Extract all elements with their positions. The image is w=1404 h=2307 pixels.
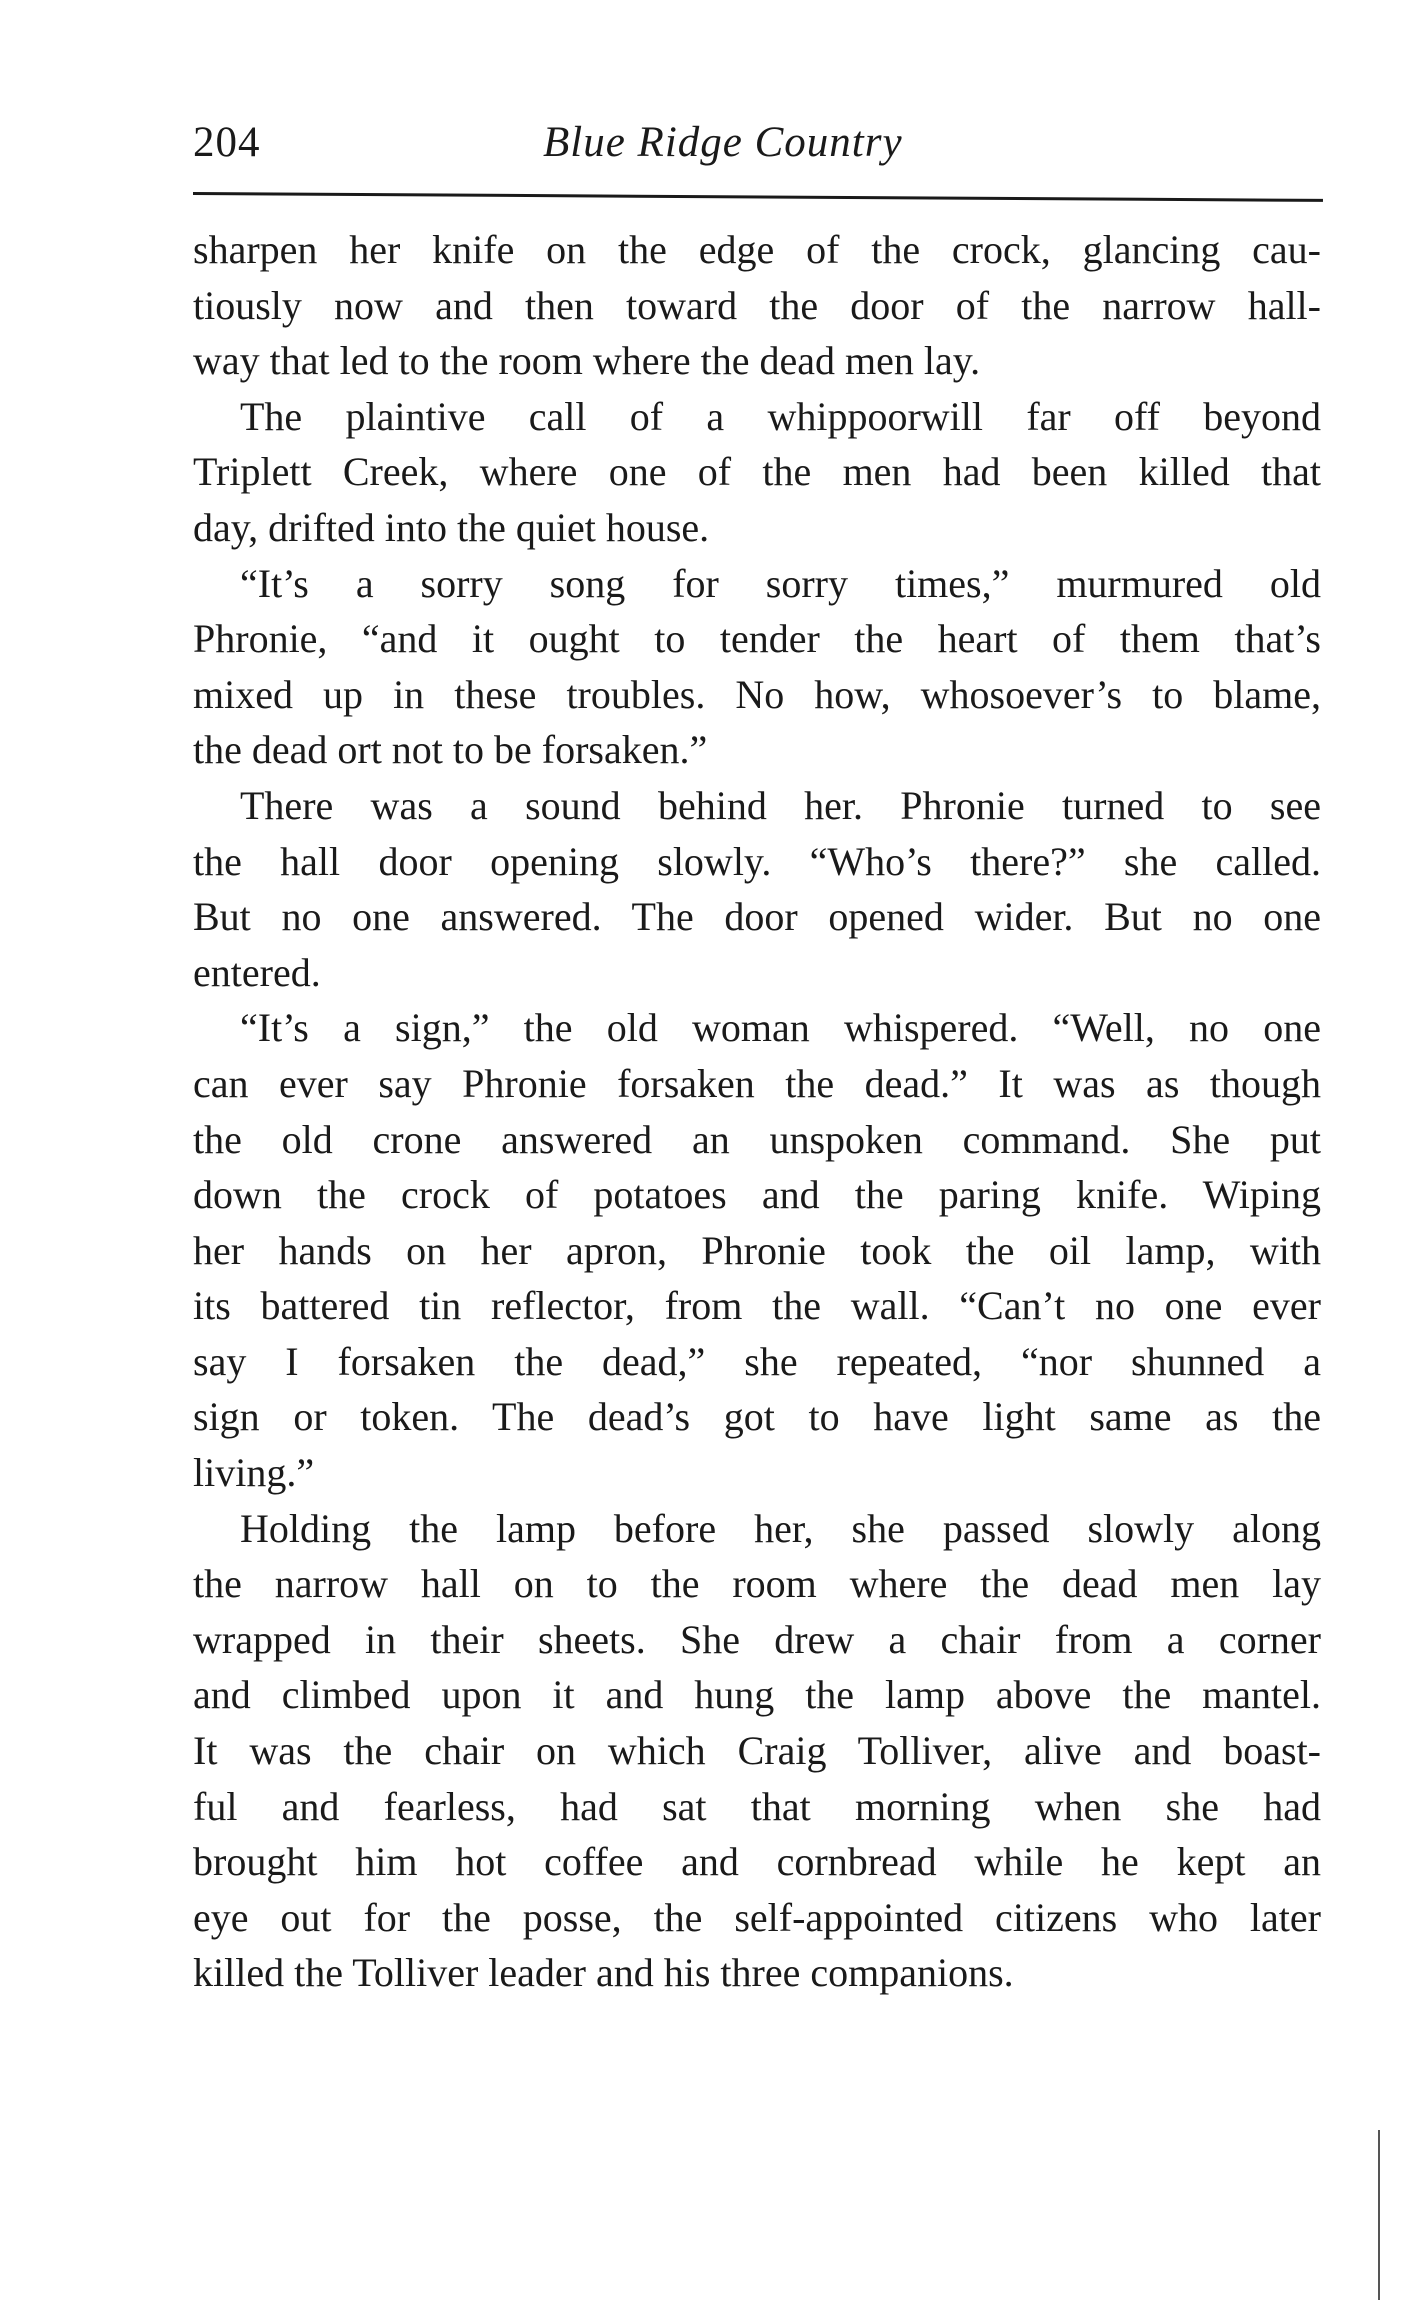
text-line: her hands on her apron, Phronie took the oil lamp, with	[193, 1227, 1321, 1273]
text-line: sign or token. The dead’s got to have light same as the	[193, 1394, 1321, 1440]
text-line: There was a sound behind her. Phronie turned to see	[240, 782, 1321, 828]
text-line: the hall door opening slowly. “Who’s there?” she called.	[193, 838, 1321, 884]
text-line: the old crone answered an unspoken command. She put	[193, 1116, 1321, 1162]
body-text	[193, 222, 1321, 2001]
text-line: ful and fearless, had sat that morning when she had	[193, 1783, 1321, 1829]
text-line: down the crock of potatoes and the paring knife. Wiping	[193, 1172, 1321, 1218]
scan-margin-mark	[1378, 2130, 1380, 2300]
text-line: wrapped in their sheets. She drew a chair from a corner	[193, 1616, 1321, 1662]
running-title: Blue Ridge Country	[543, 119, 903, 166]
text-line: can ever say Phronie forsaken the dead.” It was as though	[193, 1060, 1321, 1106]
page-number: 204	[193, 119, 261, 166]
text-line: It was the chair on which Craig Tolliver, alive and boast-	[193, 1728, 1321, 1774]
header-rule	[193, 192, 1323, 202]
text-line: eye out for the posse, the self-appointed citizens who later	[193, 1894, 1321, 1940]
text-line: tiously now and then toward the door of the narrow hall-	[193, 282, 1321, 328]
text-line: entered.	[193, 949, 321, 995]
text-line: The plaintive call of a whippoorwill far off beyond	[240, 393, 1321, 439]
text-line: Holding the lamp before her, she passed slowly along	[240, 1505, 1321, 1551]
text-line: Phronie, “and it ought to tender the heart of them that’s	[193, 616, 1321, 662]
text-line: sharpen her knife on the edge of the crock, glancing cau-	[193, 227, 1321, 272]
running-header	[193, 108, 1323, 178]
text-line: “It’s a sign,” the old woman whispered. “Well, no one	[240, 1005, 1321, 1051]
text-line: say I forsaken the dead,” she repeated, “nor shunned a	[193, 1338, 1321, 1384]
text-line: its battered tin reflector, from the wall. “Can’t no one ever	[193, 1283, 1321, 1329]
text-line: brought him hot coffee and cornbread while he kept an	[193, 1839, 1321, 1885]
text-line: Triplett Creek, where one of the men had been killed that	[193, 449, 1321, 495]
text-line: killed the Tolliver leader and his three companions.	[193, 1950, 1014, 1996]
text-line: and climbed upon it and hung the lamp above the mantel.	[193, 1672, 1321, 1718]
text-line: “It’s a sorry song for sorry times,” murmured old	[240, 560, 1321, 606]
text-line: mixed up in these troubles. No how, whosoever’s to blame,	[193, 671, 1321, 717]
text-line: the dead ort not to be forsaken.”	[193, 727, 708, 773]
text-line: day, drifted into the quiet house.	[193, 504, 710, 550]
text-line: way that led to the room where the dead men lay.	[193, 338, 981, 384]
text-line: But no one answered. The door opened wider. But no one	[193, 894, 1321, 940]
text-line: the narrow hall on to the room where the dead men lay	[193, 1561, 1321, 1607]
text-line: living.”	[193, 1450, 315, 1496]
